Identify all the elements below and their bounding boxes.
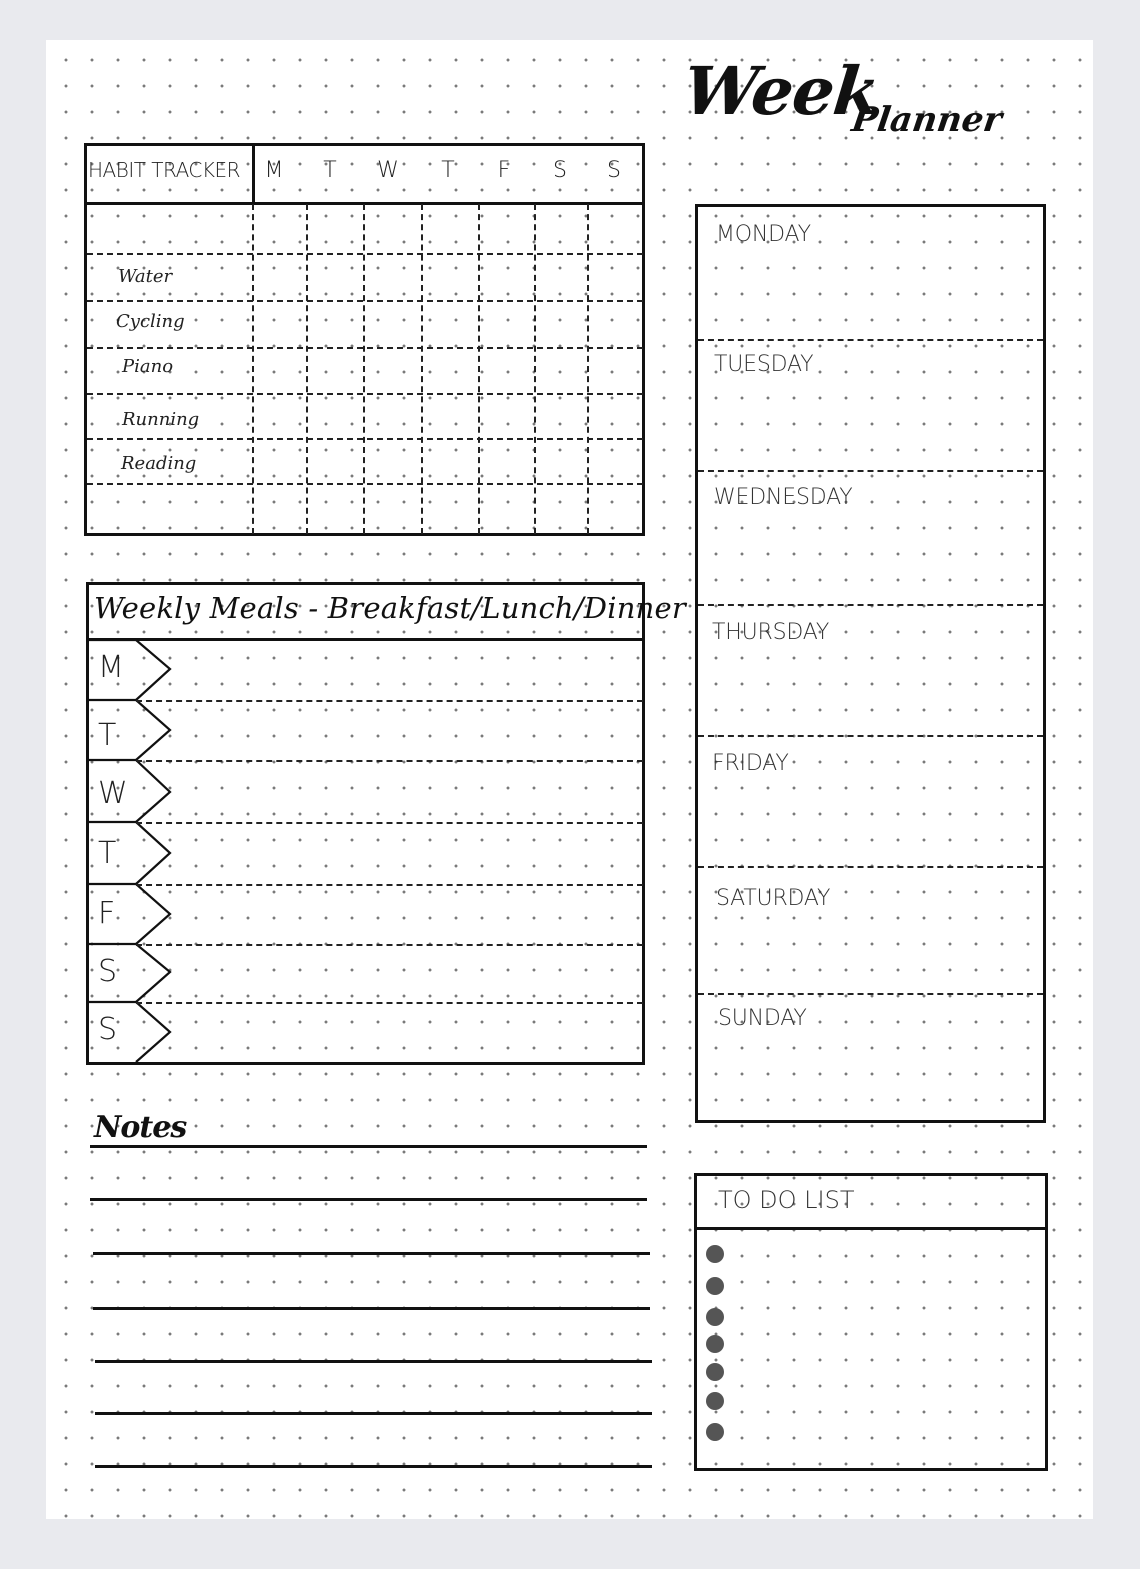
todo-bullet bbox=[706, 1308, 724, 1326]
note-line bbox=[95, 1412, 652, 1415]
habit-name-running: Running bbox=[122, 409, 200, 430]
habit-day-mon: M bbox=[264, 158, 284, 183]
title-planner: Planner bbox=[849, 100, 1005, 140]
day-label-saturday: SATURDAY bbox=[716, 886, 831, 911]
meal-day-sun: S bbox=[98, 1012, 118, 1047]
note-line bbox=[90, 1198, 647, 1201]
day-divider bbox=[698, 470, 1043, 472]
meal-row-divider bbox=[136, 700, 643, 702]
meal-row-divider bbox=[136, 944, 643, 946]
meal-row-divider bbox=[136, 884, 643, 886]
todo-bullet bbox=[706, 1335, 724, 1353]
meal-day-tue: T bbox=[98, 718, 117, 753]
habit-name-cycling: Cycling bbox=[116, 311, 185, 332]
note-line bbox=[93, 1252, 650, 1255]
todo-bullet bbox=[706, 1423, 724, 1441]
habit-name-piano: Piano bbox=[122, 356, 174, 377]
note-line bbox=[95, 1360, 652, 1363]
habit-tracker-header: HABIT TRACKER bbox=[88, 158, 241, 182]
meal-day-wed: W bbox=[98, 776, 128, 811]
note-line bbox=[93, 1307, 650, 1310]
meal-row-divider bbox=[136, 760, 643, 762]
habit-name-water: Water bbox=[118, 266, 173, 287]
meals-title: Weekly Meals - Breakfast/Lunch/Dinner bbox=[94, 591, 686, 625]
habit-day-sun: S bbox=[607, 158, 621, 183]
habit-day-tue: T bbox=[323, 158, 337, 183]
meal-day-thu: T bbox=[98, 836, 117, 871]
todo-list bbox=[694, 1173, 1048, 1471]
todo-header-divider bbox=[694, 1227, 1048, 1230]
day-divider bbox=[698, 735, 1043, 737]
meal-day-fri: F bbox=[98, 896, 116, 931]
todo-bullet bbox=[706, 1245, 724, 1263]
habit-name-reading: Reading bbox=[121, 453, 197, 474]
habit-day-thu: T bbox=[441, 158, 455, 183]
todo-bullet bbox=[706, 1363, 724, 1381]
meal-row-divider bbox=[136, 1002, 643, 1004]
habit-grid-line bbox=[87, 393, 643, 395]
day-divider bbox=[698, 866, 1043, 868]
todo-bullet bbox=[706, 1392, 724, 1410]
note-line bbox=[90, 1145, 647, 1148]
day-divider bbox=[698, 339, 1043, 341]
habit-day-sat: S bbox=[553, 158, 567, 183]
todo-title: TO DO LIST bbox=[718, 1186, 855, 1214]
meal-row-divider bbox=[136, 822, 643, 824]
day-label-wednesday: WEDNESDAY bbox=[714, 485, 853, 510]
habit-day-wed: W bbox=[377, 158, 399, 183]
day-divider bbox=[698, 604, 1043, 606]
day-label-friday: FRIDAY bbox=[712, 751, 789, 776]
day-label-thursday: THURSDAY bbox=[712, 620, 830, 645]
habit-grid-line bbox=[87, 347, 643, 349]
day-label-sunday: SUNDAY bbox=[718, 1006, 807, 1031]
meal-day-sat: S bbox=[98, 954, 118, 989]
meal-day-mon: M bbox=[98, 650, 124, 685]
habit-grid-line bbox=[87, 483, 643, 485]
habit-grid-line bbox=[87, 253, 643, 255]
day-divider bbox=[698, 993, 1043, 995]
todo-bullet bbox=[706, 1277, 724, 1295]
habit-grid-line bbox=[87, 300, 643, 302]
title-week: Week bbox=[679, 52, 883, 130]
week-days-panel bbox=[695, 204, 1046, 1123]
notes-title: Notes bbox=[94, 1110, 187, 1145]
habit-day-fri: F bbox=[497, 158, 511, 183]
habit-grid-line bbox=[87, 438, 643, 440]
note-line bbox=[95, 1465, 652, 1468]
day-label-tuesday: TUESDAY bbox=[714, 352, 814, 377]
day-label-monday: MONDAY bbox=[716, 222, 811, 247]
